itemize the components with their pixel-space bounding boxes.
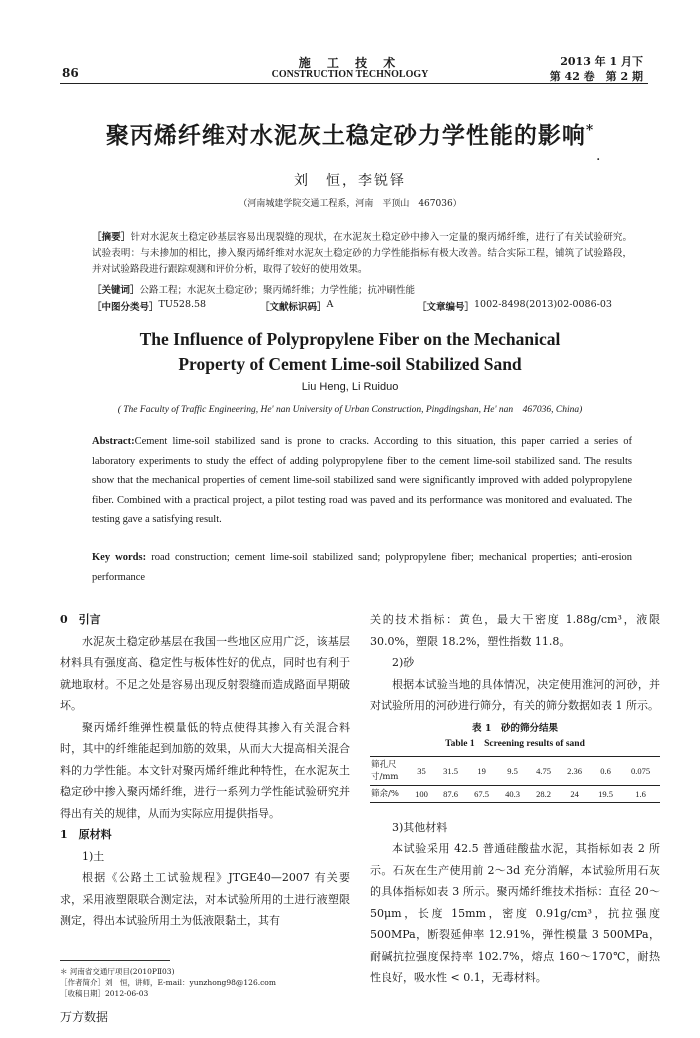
table-1-caption-en: Table 1 Screening results of sand (445, 738, 585, 749)
watermark: 万方数据 (60, 1010, 109, 1024)
sieve-table (370, 756, 660, 803)
table-row-label: 筛孔尺寸/mm (371, 759, 399, 782)
footnote-author: ［作者简介］刘 恒，讲师，E-mail：yunzhong98@126.com (60, 978, 276, 987)
abstract-en-label: Abstract: (92, 436, 135, 447)
journal-name-en: CONSTRUCTION TECHNOLOGY (271, 69, 429, 80)
table-cell: 28.2 (536, 788, 552, 799)
table-cell: 35 (417, 765, 426, 776)
keywords-en (92, 548, 632, 587)
clc-label: ［中图分类号］ (92, 302, 159, 313)
table-row (370, 756, 660, 785)
table-cell: 4.75 (536, 765, 552, 776)
title-en-line2: Property of Cement Lime-soil Stabilized Sand (178, 354, 522, 374)
intro-paragraph-1: 水泥灰土稳定砂基层在我国一些地区应用广泛，该基层材料具有强度高、稳定性与板体性好的优点，同时也有利于就地取材。不足之处是容易出现反射裂缝而造成路面早期破坏。 (60, 634, 350, 712)
intro-paragraph-2: 聚丙烯纤维弹性模量低的特点使得其掺入有关混合料时，其中的纤维能起到加筋的效果，从而大大提高相关混合料的力学性能。本文针对聚丙烯纤维此种特性，在水泥灰土稳定砂中掺入聚丙烯纤维，进行一系列力学性能试验研究并得出有关的规律，从而为实际应用提供指导。 (60, 720, 350, 820)
authors-en: Liu Heng, Li Ruiduo (301, 381, 399, 393)
sand-paragraph: 根据本试验当地的具体情况，决定使用淮河的河砂，并对试验所用的河砂进行筛分，有关的筛分数据如表 1 所示。 (370, 677, 660, 712)
table-cell: 2.36 (567, 765, 583, 776)
affiliation-cn: （河南城建学院交通工程系，河南 平顶山 467036） (238, 199, 462, 209)
clc-value: TU528.58 (158, 299, 207, 310)
doc-code-value: A (326, 299, 334, 310)
right-column (370, 609, 660, 989)
section-0-heading: 0 引言 (60, 613, 101, 626)
issue-volume: 第 42 卷 第 2 期 (549, 70, 643, 83)
abstract-cn (92, 230, 632, 278)
table-cell: 31.5 (443, 765, 459, 776)
subsection-other: 3)其他材料 (392, 820, 448, 834)
soil-paragraph: 根据《公路土工试验规程》JTGE40—2007 有关要求，采用液塑限联合测定法，对本试验所用的土进行液塑限测定，得出本试验所用土为低液限黏土，其有 (60, 871, 350, 927)
title-cn (0, 117, 700, 150)
keywords-cn (92, 282, 632, 296)
keywords-en-label: Key words: (92, 552, 147, 563)
subsection-sand: 2)砂 (392, 656, 415, 669)
keywords-cn-text: 公路工程；水泥灰土稳定砂；聚丙烯纤维；力学性能；抗冲刷性能 (139, 285, 416, 296)
table-cell: 1.6 (635, 788, 646, 799)
page-number: 86 (62, 66, 79, 80)
issue-date: 2013 年 1 月下 (560, 55, 643, 68)
table-cell: 0.6 (600, 765, 611, 776)
table-cell: 0.075 (630, 765, 651, 776)
journal-name-cn: 施 工 技 术 (298, 56, 402, 70)
table-cell: 87.6 (443, 788, 459, 799)
table-cell: 24 (570, 788, 579, 799)
abstract-en-text: Cement lime-soil stabilized sand is prone to cracks. According to this situation, this paper carried a series of laboratory experiments to study the effect of adding polypropylene fiber to the cement lime-soil stabilized sand. The results show that the mechanical properties of cement lime-soil stabilized sand were significantly improved with added polypropylene fiber. Combined with a practical project, a pilot testing road was paved and its performance was monitored and evaluated. The testing gave a satisfying result. (92, 436, 632, 525)
table-cell: 19 (477, 765, 486, 776)
footnotes (60, 966, 360, 999)
article-no-value: 1002-8498(2013)02-0086-03 (474, 299, 612, 310)
keywords-en-text: road construction; cement lime-soil stabilized sand; polypropylene fiber; mechanical properties; anti-erosion performance (92, 552, 632, 583)
table-cell: 40.3 (505, 788, 521, 799)
left-column (60, 609, 350, 932)
title-footnote-star: * (585, 122, 595, 139)
other-materials-paragraph: 本试验采用 42.5 普通硅酸盐水泥，其指标如表 2 所示。石灰在生产使用前 2～3d 充分消解，本试验所用石灰的具体指标如表 3 所示。聚丙烯纤维技术指标：直径 20～50μm，长度 15mm，密度 0.91g/cm³，抗拉强度 500MPa，断裂延伸率 12.91%，弹性模量 3 500MPa，耐碱抗拉强度保持率 102.7%，熔点 160～170℃，耐热性良好，吸水性 < 0.1，无毒材料。 (370, 842, 660, 984)
table-cell: 9.5 (507, 765, 518, 776)
authors-cn: 刘 恒，李锐铎 (294, 173, 406, 189)
abstract-cn-text: 针对水泥灰土稳定砂基层容易出现裂缝的现状，在水泥灰土稳定砂中掺入一定量的聚丙烯纤维，进行了有关试验研究。试验表明：与未掺加的相比，掺入聚丙烯纤维对水泥灰土稳定砂的力学性能指标有极大改善。结合实际工程，铺筑了试验路段，并对试验路段进行跟踪观测和评价分析，取得了较好的使用效果。 (92, 232, 632, 275)
footnote-rule (60, 960, 170, 961)
keywords-cn-label: ［关键词］ (92, 285, 140, 296)
table-row (370, 785, 660, 802)
affiliation-en: ( The Faculty of Traffic Engineering, He' nan University of Urban Construction, Pingdingshan, He' nan 467036, China) (117, 405, 583, 415)
doc-code-label: ［文献标识码］ (260, 302, 327, 313)
table-cell: 100 (415, 788, 428, 799)
table-cell: 67.5 (474, 788, 490, 799)
table-cell: 19.5 (598, 788, 614, 799)
subsection-soil: 1)土 (82, 849, 105, 863)
table-1-caption-cn: 表 1 砂的筛分结果 (472, 722, 558, 734)
title-cn-text: 聚丙烯纤维对水泥灰土稳定砂力学性能的影响 (105, 122, 586, 149)
abstract-cn-label: ［摘要］ (92, 232, 131, 243)
table-row-label: 筛余/% (371, 788, 399, 799)
dot-mark: · (596, 152, 601, 168)
abstract-en (92, 432, 632, 530)
header-rule (60, 83, 648, 84)
title-en (0, 327, 700, 377)
section-1-heading: 1 原材料 (60, 828, 112, 841)
title-en-line1: The Influence of Polypropylene Fiber on the Mechanical (139, 329, 561, 349)
article-no-label: ［文章编号］ (417, 302, 475, 313)
footnote-fund: ＊ 河南省交通厅项目(2010PⅡ03) (60, 967, 175, 976)
footnote-date: ［收稿日期］2012-06-03 (60, 989, 149, 998)
soil-paragraph-cont: 关的技术指标：黄色，最大干密度 1.88g/cm³，液限 30.0%，塑限 18.2%，塑性指数 11.8。 (370, 613, 660, 648)
